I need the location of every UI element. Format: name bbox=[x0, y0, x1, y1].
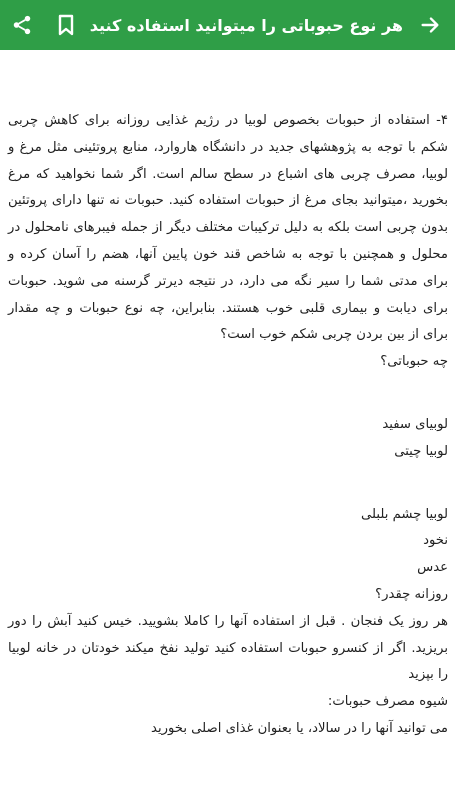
bookmark-icon bbox=[56, 14, 76, 36]
share-button[interactable] bbox=[0, 0, 44, 50]
list-item: عدس bbox=[417, 560, 448, 576]
daily-amount-answer: هر روز یک فنجان . قبل از استفاده آنها را کاملا بشویید. خیس کنید آبش را دور بریزید. اگر از کنسرو حبوبات استفاده کنید تولید نفخ میکند خودتان در خانه لوبیا را بپزید bbox=[8, 613, 448, 683]
question-daily-amount: روزانه چقدر؟ bbox=[375, 586, 448, 602]
share-icon bbox=[11, 14, 33, 36]
page-title: هر نوع حبوباتی را میتوانید استفاده کنید bbox=[89, 15, 403, 35]
list-item: لوبیا چیتی bbox=[394, 443, 448, 459]
bookmark-button[interactable] bbox=[44, 0, 88, 50]
back-button[interactable] bbox=[409, 0, 451, 50]
question-bean-types: چه حبوباتی؟ bbox=[380, 354, 448, 370]
arrow-right-icon bbox=[419, 14, 441, 36]
list-item: نخود bbox=[423, 533, 448, 549]
list-item: لوبیا چشم بلبلی bbox=[361, 506, 448, 522]
usage-heading: شیوه مصرف حبوبات: bbox=[327, 694, 448, 710]
article-intro: ۴- استفاده از حبوبات بخصوص لوبیا در رژیم غذایی روزانه برای کاهش چربی شکم با توجه به پژوهشهای جدید در دانشگاه هاروارد، منابع پروتئینی مثل مرغ و لوبیا، مصرف چربی های اشباع در سطح سالم است. اگر شما نخواهید که مرغ بخورید ،میتوانید بجای مرغ از حبوبات استفاده کنید. حبوبات نه تنها دارای پروتئین بدون چربی است بلکه به دلیل ترکیبات مختلف دیگر از جمله فیبرهای نامحلول در محلول و همچنین با توجه به شاخص قند خون پایین آنها، هضم را آسان کرده و برای مدتی شما را سیر نگه می دارد، در نتیجه دیرتر گرسنه می شوید. حبوبات برای دیابت و بیماری قلبی خوب هستند. بنابراین، چه نوع حبوبات و چه مقدار برای از بین بردن چربی شکم خوب است؟ bbox=[8, 113, 448, 343]
list-item: لوبیای سفید bbox=[382, 416, 448, 432]
usage-text: می توانید آنها را در سالاد، یا بعنوان غذای اصلی بخورید bbox=[151, 720, 448, 736]
app-bar bbox=[0, 0, 455, 50]
article-body bbox=[8, 108, 448, 743]
